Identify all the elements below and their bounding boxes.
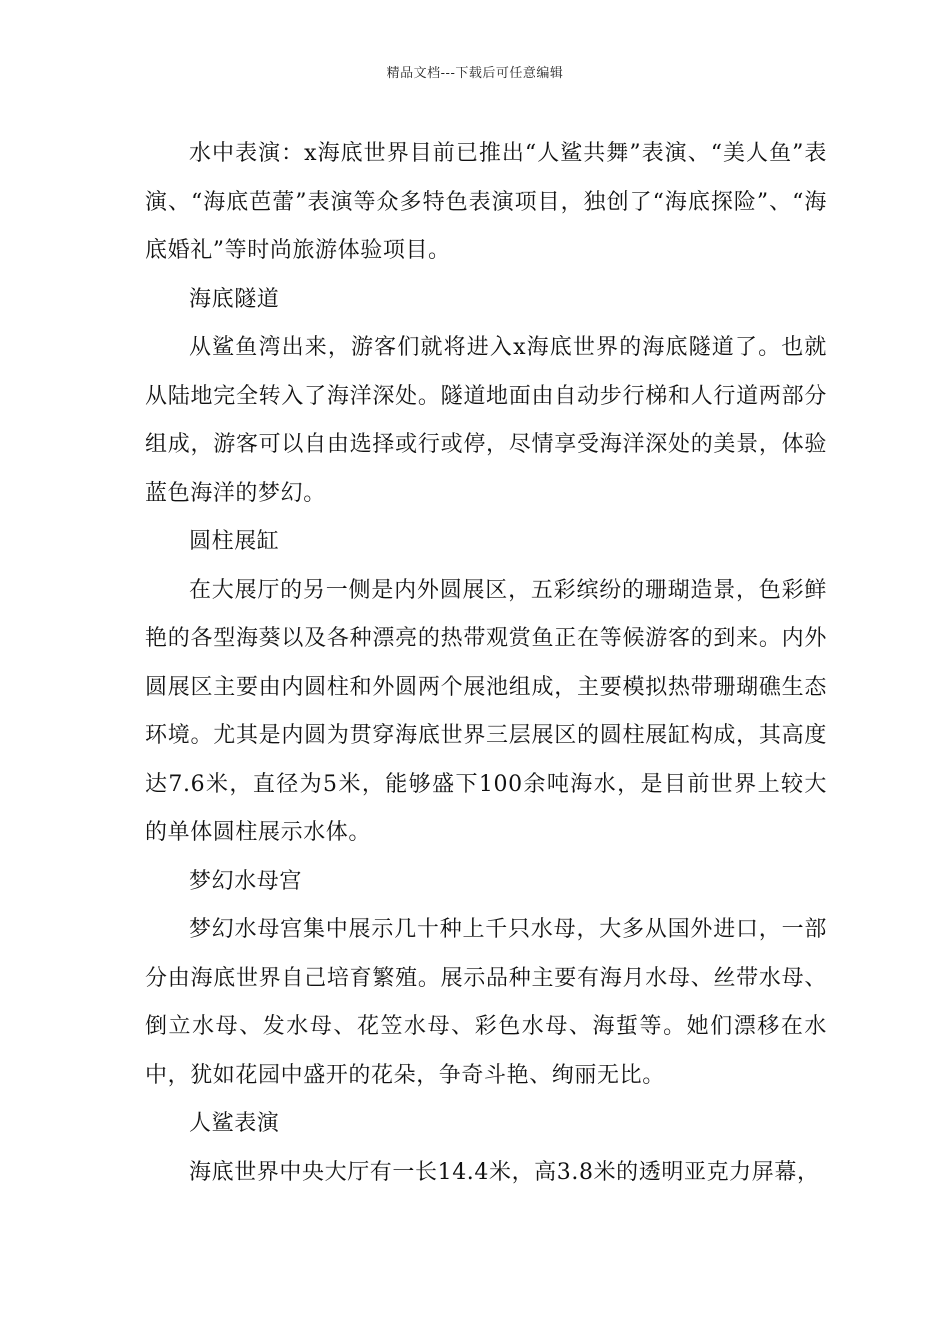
paragraph-water-performance: 水中表演：x海底世界目前已推出“人鲨共舞”表演、“美人鱼”表演、“海底芭蕾”表演等众多特色表演项目，独创了“海底探险”、“海底婚礼”等时尚旅游体验项目。	[145, 141, 827, 263]
paragraph-cylinder-tank: 在大展厅的另一侧是内外圆展区，五彩缤纷的珊瑚造景，色彩鲜艳的各型海葵以及各种漂亮的热带观赏鱼正在等候游客的到来。内外圆展区主要由内圆柱和外圆两个展池组成，主要模拟热带珊瑚礁生态环境。尤其是内圆为贯穿海底世界三层展区的圆柱展缸构成，其高度达7.6米，直径为5米，能够盛下100余吨海水，是目前世界上较大的单体圆柱展示水体。	[145, 577, 827, 845]
section-heading-jellyfish-palace: 梦幻水母宫	[189, 868, 303, 894]
section-heading-cylinder-tank: 圆柱展缸	[189, 529, 280, 554]
page-header: 精品文档---下载后可任意编辑	[386, 66, 564, 81]
section-heading-undersea-tunnel: 海底隧道	[189, 286, 280, 312]
paragraph-undersea-tunnel: 从鲨鱼湾出来，游客们就将进入x海底世界的海底隧道了。也就从陆地完全转入了海洋深处。隧道地面由自动步行梯和人行道两部分组成，游客可以自由选择或行或停，尽情享受海洋深处的美景，体验蓝色海洋的梦幻。	[145, 335, 827, 506]
paragraph-jellyfish-palace: 梦幻水母宫集中展示几十种上千只水母，大多从国外进口，一部分由海底世界自己培育繁殖。展示品种主要有海月水母、丝带水母、倒立水母、发水母、花笠水母、彩色水母、海蜇等。她们漂移在水中，犹如花园中盛开的花朵，争奇斗艳、绚丽无比。	[145, 917, 827, 1088]
document-body	[145, 130, 827, 1197]
section-heading-shark-show: 人鲨表演	[189, 1111, 280, 1136]
paragraph-shark-show: 海底世界中央大厅有一长14.4米，高3.8米的透明亚克力屏幕，	[189, 1159, 820, 1185]
